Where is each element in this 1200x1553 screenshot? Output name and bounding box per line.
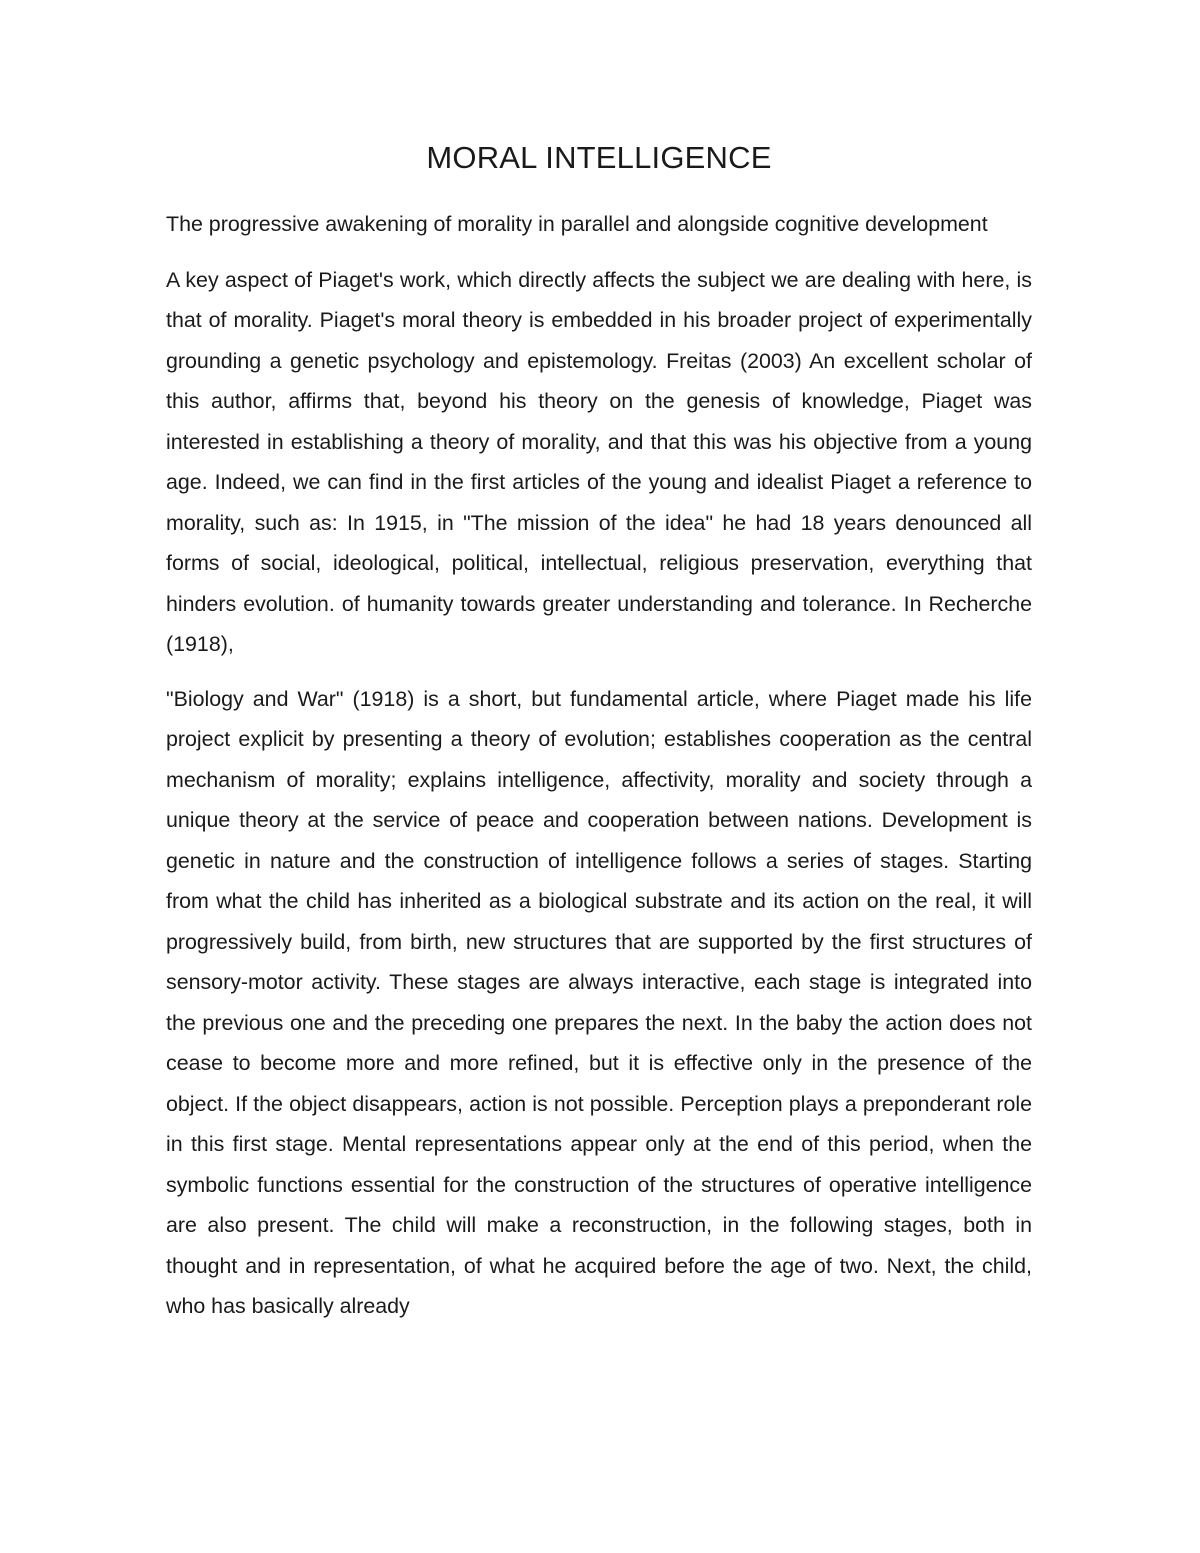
document-title: MORAL INTELLIGENCE <box>426 140 772 175</box>
body-paragraph: "Biology and War" (1918) is a short, but fundamental article, where Piaget made his life project explicit by presenting a theory of evolution; establishes cooperation as the central mechanism of morality; explains intelligence, affectivity, morality and society through a unique theory at the service of peace and cooperation between nations. Development is genetic in nature and the construction of intelligence follows a series of stages. Starting from what the child has inherited as a biological substrate and its action on the real, it will progressively build, from birth, new structures that are supported by the first structures of sensory-motor activity. These stages are always interactive, each stage is integrated into the previous one and the preceding one prepares the next. In the baby the action does not cease to become more and more refined, but it is effective only in the presence of the object. If the object disappears, action is not possible. Perception plays a preponderant role in this first stage. Mental representations appear only at the end of this period, when the symbolic functions essential for the construction of the structures of operative intelligence are also present. The child will make a reconstruction, in the following stages, both in thought and in representation, of what he acquired before the age of two. Next, the child, who has basically already <box>166 686 1032 1318</box>
document-body <box>166 138 1032 1327</box>
document-subtitle: The progressive awakening of morality in parallel and alongside cognitive development <box>166 212 988 236</box>
body-paragraph: A key aspect of Piaget's work, which directly affects the subject we are dealing with here, is that of morality. Piaget's moral theory is embedded in his broader project of experimentally grounding a genetic psychology and epistemology. Freitas (2003) An excellent scholar of this author, affirms that, beyond his theory on the genesis of knowledge, Piaget was interested in establishing a theory of morality, and that this was his objective from a young age. Indeed, we can find in the first articles of the young and idealist Piaget a reference to morality, such as: In 1915, in "The mission of the idea" he had 18 years denounced all forms of social, ideological, political, intellectual, religious preservation, everything that hinders evolution. of humanity towards greater understanding and tolerance. In Recherche (1918), <box>166 267 1032 656</box>
